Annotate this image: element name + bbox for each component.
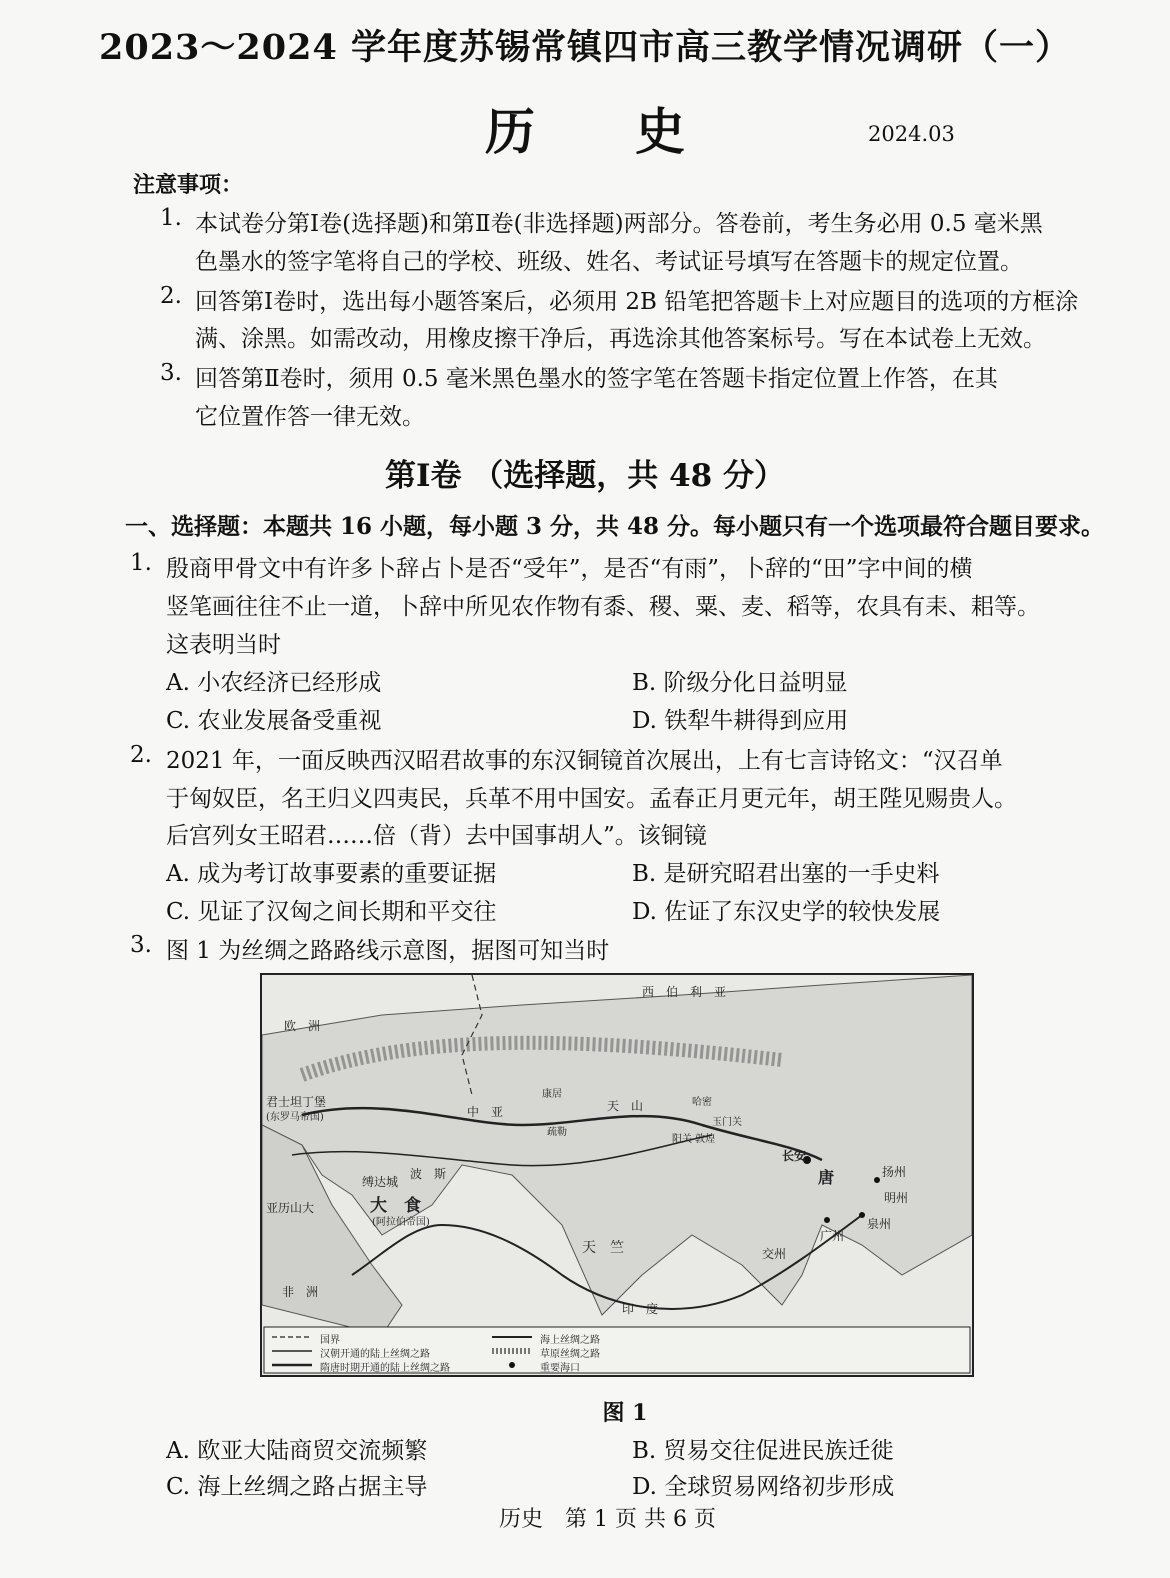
map-label-constantinople: 君士坦丁堡 <box>266 1095 327 1109</box>
question-number: 3. <box>130 932 152 958</box>
figure-caption: 图 1 <box>602 1400 648 1426</box>
question-line: 2021 年，一面反映西汉昭君故事的东汉铜镜首次展出，上有七言诗铭文：“汉召单 <box>166 748 1003 774</box>
option-a: A. 成为考订故事要素的重要证据 <box>166 861 497 887</box>
map-label-dashi: 大 食 <box>370 1196 421 1216</box>
question-line: 竖笔画往往不止一道，卜辞中所见农作物有黍、稷、粟、麦、稻等，农具有耒、耜等。 <box>166 594 1040 620</box>
option-a: A. 欧亚大陆商贸交流频繁 <box>166 1438 428 1464</box>
map-label-jiaozhou: 交州 <box>762 1247 787 1261</box>
map-label-yangzhou: 扬州 <box>882 1165 907 1179</box>
question-number: 2. <box>130 742 152 768</box>
option-b: B. 是研究昭君出塞的一手史料 <box>632 861 940 887</box>
legend-sea: 海上丝绸之路 <box>540 1335 600 1346</box>
map-label-kangju: 康居 <box>542 1089 562 1100</box>
question-line: 这表明当时 <box>166 632 281 658</box>
option-c: C. 见证了汉匈之间长期和平交往 <box>166 899 497 925</box>
question-line: 后宫列女王昭君……倍（背）去中国事胡人”。该铜镜 <box>166 823 707 849</box>
map-label-europe: 欧 洲 <box>284 1019 321 1033</box>
notice-num: 2. <box>160 283 182 309</box>
option-c: C. 海上丝绸之路占据主导 <box>166 1474 428 1500</box>
option-d: D. 佐证了东汉史学的较快发展 <box>632 899 941 925</box>
notice-line: 色墨水的签字笔将自己的学校、班级、姓名、考试证号填写在答题卡的规定位置。 <box>195 249 1023 275</box>
port-marker <box>874 1177 880 1183</box>
map-label-rome: (东罗马帝国) <box>266 1112 324 1123</box>
port-marker <box>859 1212 865 1218</box>
section-title: 第Ⅰ卷 （选择题，共 48 分） <box>384 458 786 494</box>
map-label-india: 印 度 <box>622 1302 659 1316</box>
part-instructions: 一、选择题：本题共 16 小题，每小题 3 分，共 48 分。每小题只有一个选项最符合题目要求。 <box>125 513 1105 540</box>
map-label-arabia: (阿拉伯帝国) <box>372 1217 430 1228</box>
legend-sui-tang-land: 隋唐时期开通的陆上丝绸之路 <box>320 1363 450 1374</box>
map-label-yumen: 玉门关 <box>712 1117 742 1128</box>
map-label-changan: 长安 <box>782 1149 807 1163</box>
silk-road-map <box>260 973 974 1377</box>
question-line: 于匈奴臣，名王归义四夷民，兵革不用中国安。孟春正月更元年，胡王陛见赐贵人。 <box>166 786 1017 812</box>
notice-line: 满、涂黑。如需改动，用橡皮擦干净后，再选涂其他答案标号。写在本试卷上无效。 <box>195 326 1046 352</box>
map-label-baghdad: 缚达城 <box>362 1175 399 1189</box>
notice-num: 3. <box>160 360 182 386</box>
map-label-africa: 非 洲 <box>282 1285 319 1299</box>
question-line: 图 1 为丝绸之路路线示意图，据图可知当时 <box>166 938 610 964</box>
notice-line: 回答第Ⅰ卷时，选出每小题答案后，必须用 2B 铅笔把答题卡上对应题目的选项的方框涂 <box>195 289 1079 315</box>
map-label-siberia: 西 伯 利 亚 <box>642 985 727 999</box>
map-label-kashgar: 疏勒 <box>547 1127 567 1138</box>
legend-han-land: 汉朝开通的陆上丝绸之路 <box>320 1349 430 1360</box>
exam-title: 2023～2024 学年度苏锡常镇四市高三教学情况调研（一） <box>98 27 1071 68</box>
option-b: B. 阶级分化日益明显 <box>632 670 848 696</box>
map-label-tianshan: 天 山 <box>607 1099 644 1113</box>
notice-num: 1. <box>160 205 182 231</box>
question-line: 殷商甲骨文中有许多卜辞占卜是否“受年”，是否“有雨”，卜辞的“田”字中间的横 <box>166 556 973 582</box>
notice-line: 回答第Ⅱ卷时，须用 0.5 毫米黑色墨水的签字笔在答题卡指定位置上作答，在其 <box>195 366 998 392</box>
map-label-quanzhou: 泉州 <box>867 1217 892 1231</box>
notice-line: 它位置作答一律无效。 <box>195 404 425 430</box>
legend-port: 重要海口 <box>540 1363 580 1374</box>
page-footer: 历史 第 1 页 共 6 页 <box>499 1507 716 1532</box>
map-label-persia: 波 斯 <box>410 1167 447 1181</box>
option-d: D. 全球贸易网络初步形成 <box>632 1474 895 1500</box>
option-c: C. 农业发展备受重视 <box>166 708 382 734</box>
notice-line: 本试卷分第Ⅰ卷(选择题)和第Ⅱ卷(非选择题)两部分。答卷前，考生务必用 0.5 毫米黑 <box>195 211 1043 237</box>
map-label-dunhuang: 阳关 敦煌 <box>672 1134 716 1145</box>
option-b: B. 贸易交往促进民族迁徙 <box>632 1438 894 1464</box>
subject-title: 历史 <box>485 102 785 161</box>
exam-date: 2024.03 <box>868 122 955 146</box>
port-marker <box>824 1217 830 1223</box>
map-label-guangzhou: 广州 <box>820 1229 845 1243</box>
map-label-central-asia: 中 亚 <box>467 1105 504 1119</box>
option-d: D. 铁犁牛耕得到应用 <box>632 708 849 734</box>
map-label-hami: 哈密 <box>692 1097 712 1108</box>
notice-heading: 注意事项： <box>133 172 244 198</box>
question-number: 1. <box>130 550 152 576</box>
map-label-tang: 唐 <box>818 1168 835 1187</box>
map-label-alexandria: 亚历山大 <box>266 1201 315 1215</box>
map-label-tianzhu: 天 竺 <box>582 1240 624 1256</box>
legend-border: 国界 <box>320 1335 340 1346</box>
legend-steppe: 草原丝绸之路 <box>540 1349 600 1360</box>
map-label-mingzhou: 明州 <box>884 1191 909 1205</box>
option-a: A. 小农经济已经形成 <box>166 670 382 696</box>
